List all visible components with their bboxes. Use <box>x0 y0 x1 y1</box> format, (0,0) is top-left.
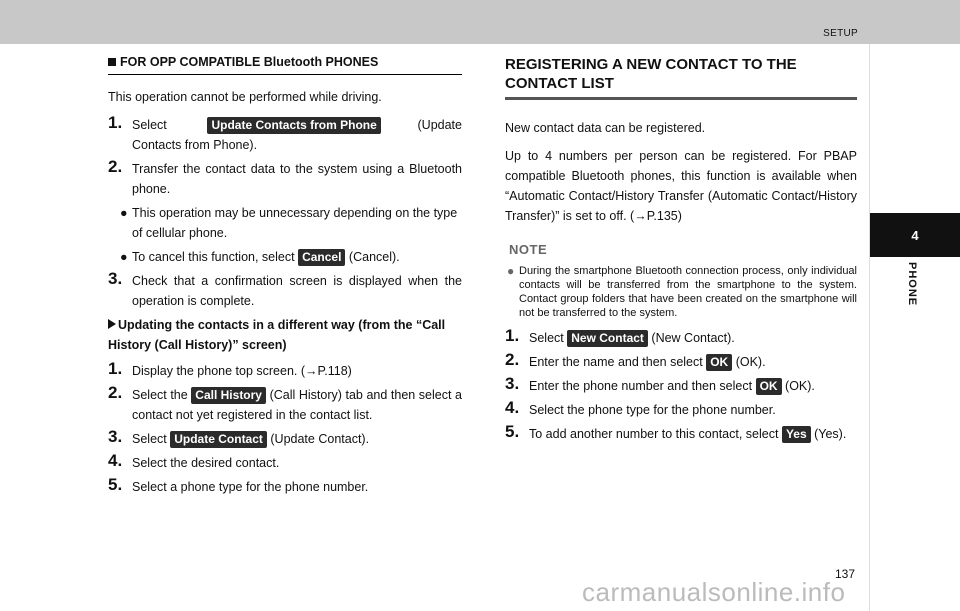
right-description: Up to 4 numbers per person can be registered. For PBAP compatible Bluetooth phones, this function is available when “Automatic Contact/History Transfer (Automatic Contact/History Transfer)” is set to off. (→P.135) <box>505 149 857 223</box>
chapter-label: PHONE <box>906 262 918 307</box>
note-item: ● During the smartphone Bluetooth connection process, only individual contacts will be transferred from the smartphone to the system. Contact group folders that have been created on the smartphone will not be transferred to the system. <box>507 264 857 319</box>
header-bar <box>0 0 960 44</box>
bullet-item: ● To cancel this function, select Cancel (Cancel). <box>108 247 462 267</box>
triangle-bullet-icon <box>108 319 116 329</box>
watermark: carmanualsonline.info <box>582 577 846 607</box>
page-number: 137 <box>835 567 856 581</box>
page-title: REGISTERING A NEW CONTACT TO THE CONTACT LIST <box>505 55 857 100</box>
alt-step-2: 2. Select the Call History (Call History) tab and then select a contact not yet registered in the contact list. <box>108 383 462 422</box>
note-title: NOTE <box>509 242 548 257</box>
step-2: 2. Transfer the contact data to the system using a Bluetooth phone. <box>108 157 462 196</box>
ok-button[interactable]: OK <box>706 354 732 371</box>
alt-step-3: 3. Select Update Contact (Update Contact). <box>108 427 370 446</box>
yes-button[interactable]: Yes <box>782 426 811 443</box>
intro-text: This operation cannot be performed while driving. <box>108 90 382 104</box>
bullet-dot-icon: ● <box>120 250 128 264</box>
cancel-button[interactable]: Cancel <box>298 249 345 266</box>
right-column <box>505 55 857 448</box>
step-1: 1. Select Update Contacts from Phone (Update Contacts from Phone). <box>108 113 462 152</box>
new-contact-button[interactable]: New Contact <box>567 330 648 347</box>
alt-step-1: 1. Display the phone top screen. (→P.118) <box>108 359 352 378</box>
bullet-dot-icon: ● <box>507 264 515 278</box>
right-intro: New contact data can be registered. <box>505 121 706 135</box>
subheading: Updating the contacts in a different way (from the “Call History (Call History)” screen) <box>108 318 446 352</box>
new-step-1: 1. Select New Contact (New Contact). <box>505 326 735 345</box>
alt-step-4: 4. Select the desired contact. <box>108 451 280 470</box>
left-column <box>108 52 462 501</box>
side-divider <box>869 44 870 611</box>
new-step-3: 3. Enter the phone number and then select OK (OK). <box>505 374 815 393</box>
new-step-5: 5. To add another number to this contact, select Yes (Yes). <box>505 422 847 441</box>
new-step-2: 2. Enter the name and then select OK (OK). <box>505 350 766 369</box>
chapter-number: 4 <box>911 227 919 243</box>
ok-button[interactable]: OK <box>756 378 782 395</box>
section-title: FOR OPP COMPATIBLE Bluetooth PHONES <box>108 52 462 75</box>
call-history-button[interactable]: Call History <box>191 387 266 404</box>
alt-step-5: 5. Select a phone type for the phone number. <box>108 475 369 494</box>
chapter-tab[interactable] <box>870 213 960 257</box>
bullet-item: ● This operation may be unnecessary depending on the type of cellular phone. <box>108 203 462 243</box>
square-bullet-icon <box>108 58 116 66</box>
new-step-4: 4. Select the phone type for the phone number. <box>505 398 776 417</box>
section-label: SETUP <box>823 28 858 39</box>
update-contact-button[interactable]: Update Contact <box>170 431 267 448</box>
update-contacts-from-phone-button[interactable]: Update Contacts from Phone <box>207 117 380 134</box>
step-3: 3. Check that a confirmation screen is displayed when the operation is complete. <box>108 269 462 308</box>
bullet-dot-icon: ● <box>120 206 128 220</box>
